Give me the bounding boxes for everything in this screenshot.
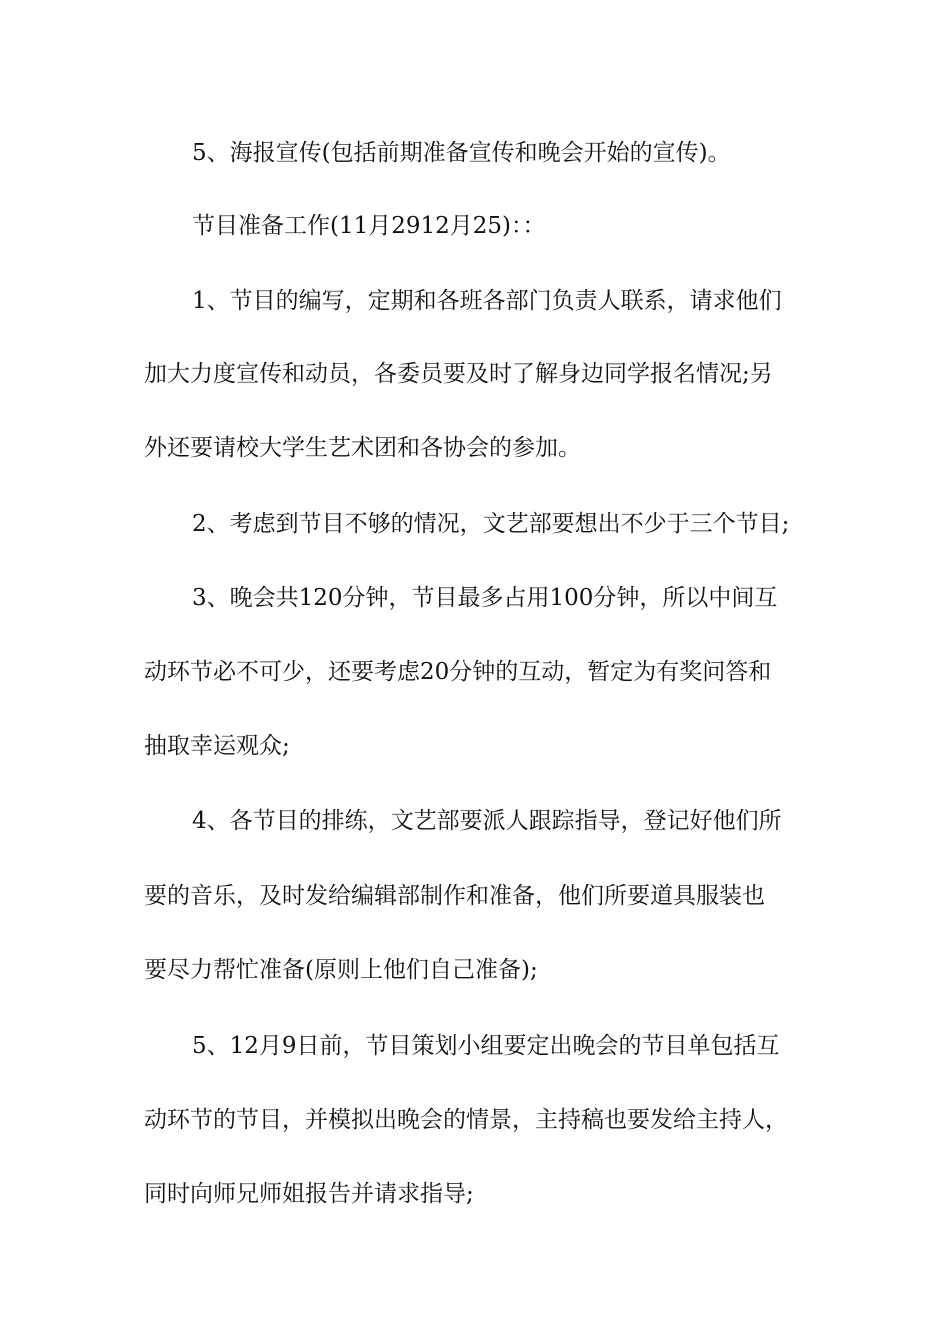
paragraph-line: 外还要请校大学生艺术团和各协会的参加。 [144, 435, 581, 461]
section-heading: 节目准备工作(11月2912月25)：： [192, 213, 546, 239]
paragraph-line: 同时向师兄师姐报告并请求指导; [144, 1181, 474, 1207]
paragraph-line: 要的音乐，及时发给编辑部制作和准备，他们所要道具服装也 [144, 883, 765, 909]
paragraph-line: 抽取幸运观众; [144, 733, 290, 759]
paragraph-line: 3、晚会共120分钟，节目最多占用100分钟，所以中间互 [192, 585, 778, 611]
paragraph-line: 1、节目的编写，定期和各班各部门负责人联系，请求他们 [192, 288, 782, 314]
paragraph-line: 2、考虑到节目不够的情况，文艺部要想出不少于三个节目; [192, 511, 790, 537]
paragraph-line: 要尽力帮忙准备(原则上他们自己准备); [144, 957, 538, 983]
paragraph-line: 加大力度宣传和动员，各委员要及时了解身边同学报名情况;另 [144, 361, 773, 387]
paragraph-line: 动环节必不可少，还要考虑20分钟的互动，暂定为有奖问答和 [144, 659, 772, 685]
paragraph-line: 5、海报宣传(包括前期准备宣传和晚会开始的宣传)。 [192, 140, 731, 166]
paragraph-line: 动环节的节目，并模拟出晚会的情景，主持稿也要发给主持人， [144, 1107, 788, 1133]
paragraph-line: 4、各节目的排练，文艺部要派人跟踪指导，登记好他们所 [192, 808, 782, 834]
paragraph-line: 5、12月9日前，节目策划小组要定出晚会的节目单包括互 [192, 1033, 780, 1059]
